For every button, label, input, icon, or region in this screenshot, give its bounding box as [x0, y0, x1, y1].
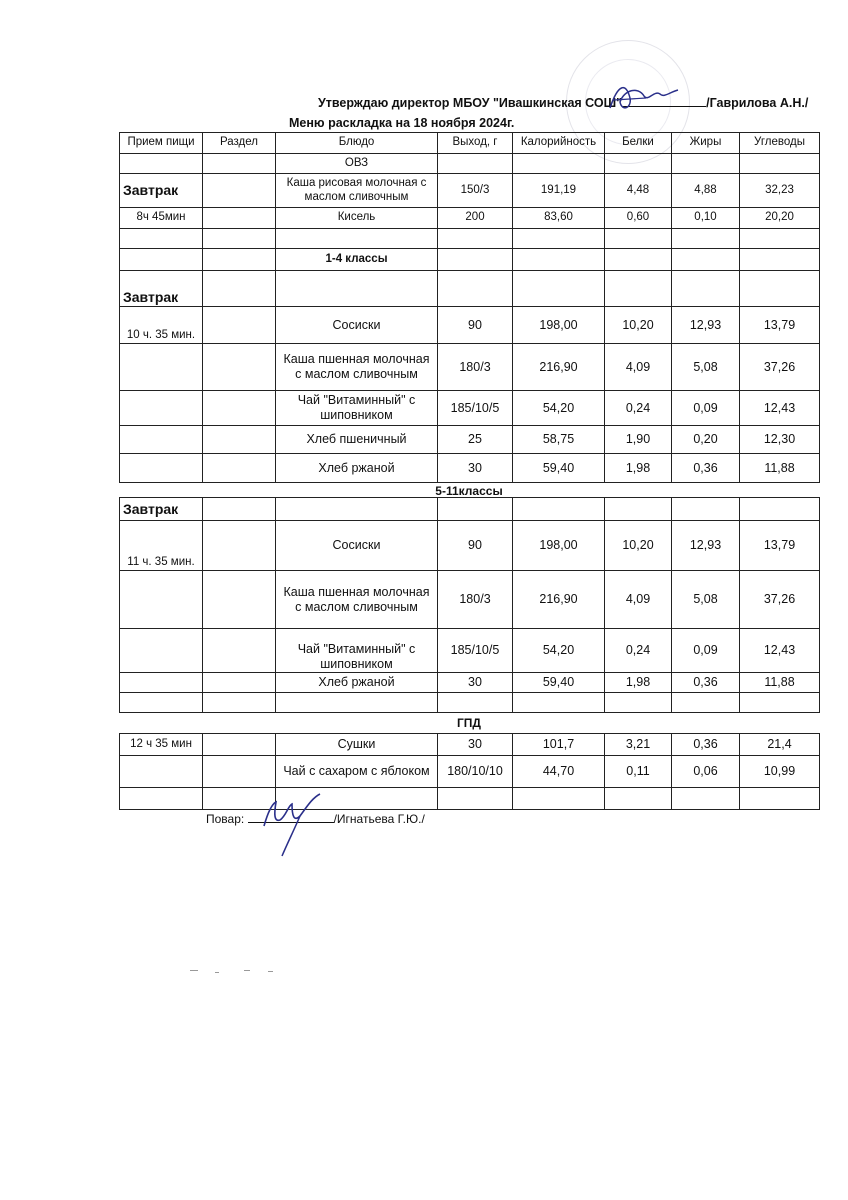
dish-carbs: 12,43	[740, 629, 820, 673]
dish-kcal: 83,60	[513, 208, 605, 229]
table-row	[120, 426, 820, 454]
col-header: Калорийность	[513, 133, 605, 154]
table-row	[120, 454, 820, 483]
dish-fat: 5,08	[672, 344, 740, 391]
dish-yield: 180/3	[438, 344, 513, 391]
dish-name: Хлеб пшеничный	[276, 426, 438, 454]
meal-name: Завтрак	[120, 498, 203, 521]
dish-yield: 185/10/5	[438, 391, 513, 426]
dish-yield: 180/3	[438, 571, 513, 629]
menu-title: Меню раскладка на 18 ноября 2024г.	[289, 116, 515, 130]
dish-fat: 0,09	[672, 629, 740, 673]
meal-row	[120, 498, 820, 521]
dish-yield: 30	[438, 673, 513, 693]
dish-protein: 3,21	[605, 734, 672, 756]
meal-time: 11 ч. 35 мин.	[120, 521, 203, 571]
dish-protein: 0,24	[605, 391, 672, 426]
menu-table-senior	[119, 497, 820, 713]
col-header: Жиры	[672, 133, 740, 154]
col-header: Выход, г	[438, 133, 513, 154]
dish-yield: 25	[438, 426, 513, 454]
table-header-row	[120, 133, 820, 154]
approval-prefix: Утверждаю директор МБОУ "Ивашкинская СОШ"	[318, 96, 623, 110]
table-row	[120, 521, 820, 571]
dish-yield: 30	[438, 734, 513, 756]
dish-protein: 10,20	[605, 307, 672, 344]
col-header: Блюдо	[276, 133, 438, 154]
dish-name: Хлеб ржаной	[276, 454, 438, 483]
dish-fat: 12,93	[672, 307, 740, 344]
dish-carbs: 32,23	[740, 174, 820, 208]
dish-carbs: 13,79	[740, 521, 820, 571]
dish-kcal: 44,70	[513, 756, 605, 788]
dish-kcal: 216,90	[513, 571, 605, 629]
dish-yield: 150/3	[438, 174, 513, 208]
col-header: Раздел	[203, 133, 276, 154]
dish-carbs: 12,43	[740, 391, 820, 426]
dish-name: Чай с сахаром с яблоком	[276, 756, 438, 788]
dish-name: Чай "Витаминный" с шиповником	[276, 391, 438, 426]
meal-name: Завтрак	[120, 271, 203, 307]
col-header: Прием пищи	[120, 133, 203, 154]
dish-protein: 1,90	[605, 426, 672, 454]
dish-fat: 12,93	[672, 521, 740, 571]
dish-fat: 5,08	[672, 571, 740, 629]
table-row	[120, 344, 820, 391]
dish-fat: 4,88	[672, 174, 740, 208]
dish-kcal: 198,00	[513, 521, 605, 571]
dish-carbs: 11,88	[740, 454, 820, 483]
table-row	[120, 734, 820, 756]
dish-fat: 0,06	[672, 756, 740, 788]
dish-carbs: 13,79	[740, 307, 820, 344]
dish-name: Сосиски	[276, 307, 438, 344]
col-header: Углеводы	[740, 133, 820, 154]
dish-yield: 200	[438, 208, 513, 229]
dish-kcal: 58,75	[513, 426, 605, 454]
table-row	[120, 174, 820, 208]
dish-protein: 1,98	[605, 454, 672, 483]
dish-fat: 0,10	[672, 208, 740, 229]
dish-carbs: 10,99	[740, 756, 820, 788]
dish-protein: 0,11	[605, 756, 672, 788]
empty-row	[120, 229, 820, 249]
col-header: Белки	[605, 133, 672, 154]
dish-carbs: 20,20	[740, 208, 820, 229]
menu-table-gpd	[119, 733, 820, 810]
scan-speck	[215, 972, 219, 973]
meal-name: Завтрак	[120, 174, 203, 208]
director-signature	[604, 78, 684, 118]
section-label-senior: 5-11классы	[435, 484, 503, 498]
dish-yield: 30	[438, 454, 513, 483]
dish-protein: 4,48	[605, 174, 672, 208]
table-row	[120, 756, 820, 788]
section-label-gpd: ГПД	[457, 716, 481, 730]
section-row	[120, 249, 820, 271]
dish-protein: 4,09	[605, 571, 672, 629]
meal-row	[120, 271, 820, 307]
table-row	[120, 571, 820, 629]
dish-carbs: 12,30	[740, 426, 820, 454]
dish-kcal: 54,20	[513, 391, 605, 426]
dish-name: Сушки	[276, 734, 438, 756]
meal-time: 12 ч 35 мин	[120, 734, 203, 756]
dish-yield: 90	[438, 521, 513, 571]
menu-table-main	[119, 132, 820, 483]
dish-name: Каша рисовая молочная с маслом сливочным	[276, 174, 438, 208]
dish-fat: 0,36	[672, 454, 740, 483]
meal-time: 10 ч. 35 мин.	[120, 307, 203, 344]
dish-carbs: 21,4	[740, 734, 820, 756]
dish-protein: 4,09	[605, 344, 672, 391]
dish-protein: 0,24	[605, 629, 672, 673]
cook-prefix: Повар:	[206, 812, 245, 826]
dish-protein: 0,60	[605, 208, 672, 229]
scan-speck	[244, 970, 250, 971]
table-row	[120, 673, 820, 693]
table-row	[120, 629, 820, 673]
dish-yield: 185/10/5	[438, 629, 513, 673]
cook-signature	[254, 790, 334, 860]
table-row	[120, 391, 820, 426]
dish-name: Хлеб ржаной	[276, 673, 438, 693]
dish-name: Каша пшенная молочная с маслом сливочным	[276, 571, 438, 629]
scan-speck	[268, 971, 273, 972]
dish-carbs: 11,88	[740, 673, 820, 693]
dish-name: Кисель	[276, 208, 438, 229]
dish-kcal: 101,7	[513, 734, 605, 756]
dish-fat: 0,36	[672, 734, 740, 756]
dish-kcal: 59,40	[513, 673, 605, 693]
dish-kcal: 59,40	[513, 454, 605, 483]
dish-carbs: 37,26	[740, 344, 820, 391]
scan-speck	[190, 970, 198, 971]
dish-name: Чай "Витаминный" с шиповником	[276, 629, 438, 673]
section-row	[120, 154, 820, 174]
approval-line	[318, 95, 808, 110]
dish-carbs: 37,26	[740, 571, 820, 629]
dish-kcal: 54,20	[513, 629, 605, 673]
section-label-junior: 1-4 классы	[276, 249, 438, 271]
table-row	[120, 208, 820, 229]
empty-row	[120, 693, 820, 713]
dish-protein: 1,98	[605, 673, 672, 693]
dish-yield: 180/10/10	[438, 756, 513, 788]
table-row	[120, 307, 820, 344]
dish-kcal: 216,90	[513, 344, 605, 391]
empty-row	[120, 788, 820, 810]
dish-fat: 0,09	[672, 391, 740, 426]
dish-kcal: 198,00	[513, 307, 605, 344]
dish-name: Сосиски	[276, 521, 438, 571]
section-label-ovz: ОВЗ	[276, 154, 438, 174]
dish-fat: 0,20	[672, 426, 740, 454]
dish-protein: 10,20	[605, 521, 672, 571]
dish-yield: 90	[438, 307, 513, 344]
dish-fat: 0,36	[672, 673, 740, 693]
meal-time: 8ч 45мин	[120, 208, 203, 229]
approval-suffix: /Гаврилова А.Н./	[706, 96, 809, 110]
dish-kcal: 191,19	[513, 174, 605, 208]
dish-name: Каша пшенная молочная с маслом сливочным	[276, 344, 438, 391]
cook-suffix: /Игнатьева Г.Ю./	[333, 812, 425, 826]
